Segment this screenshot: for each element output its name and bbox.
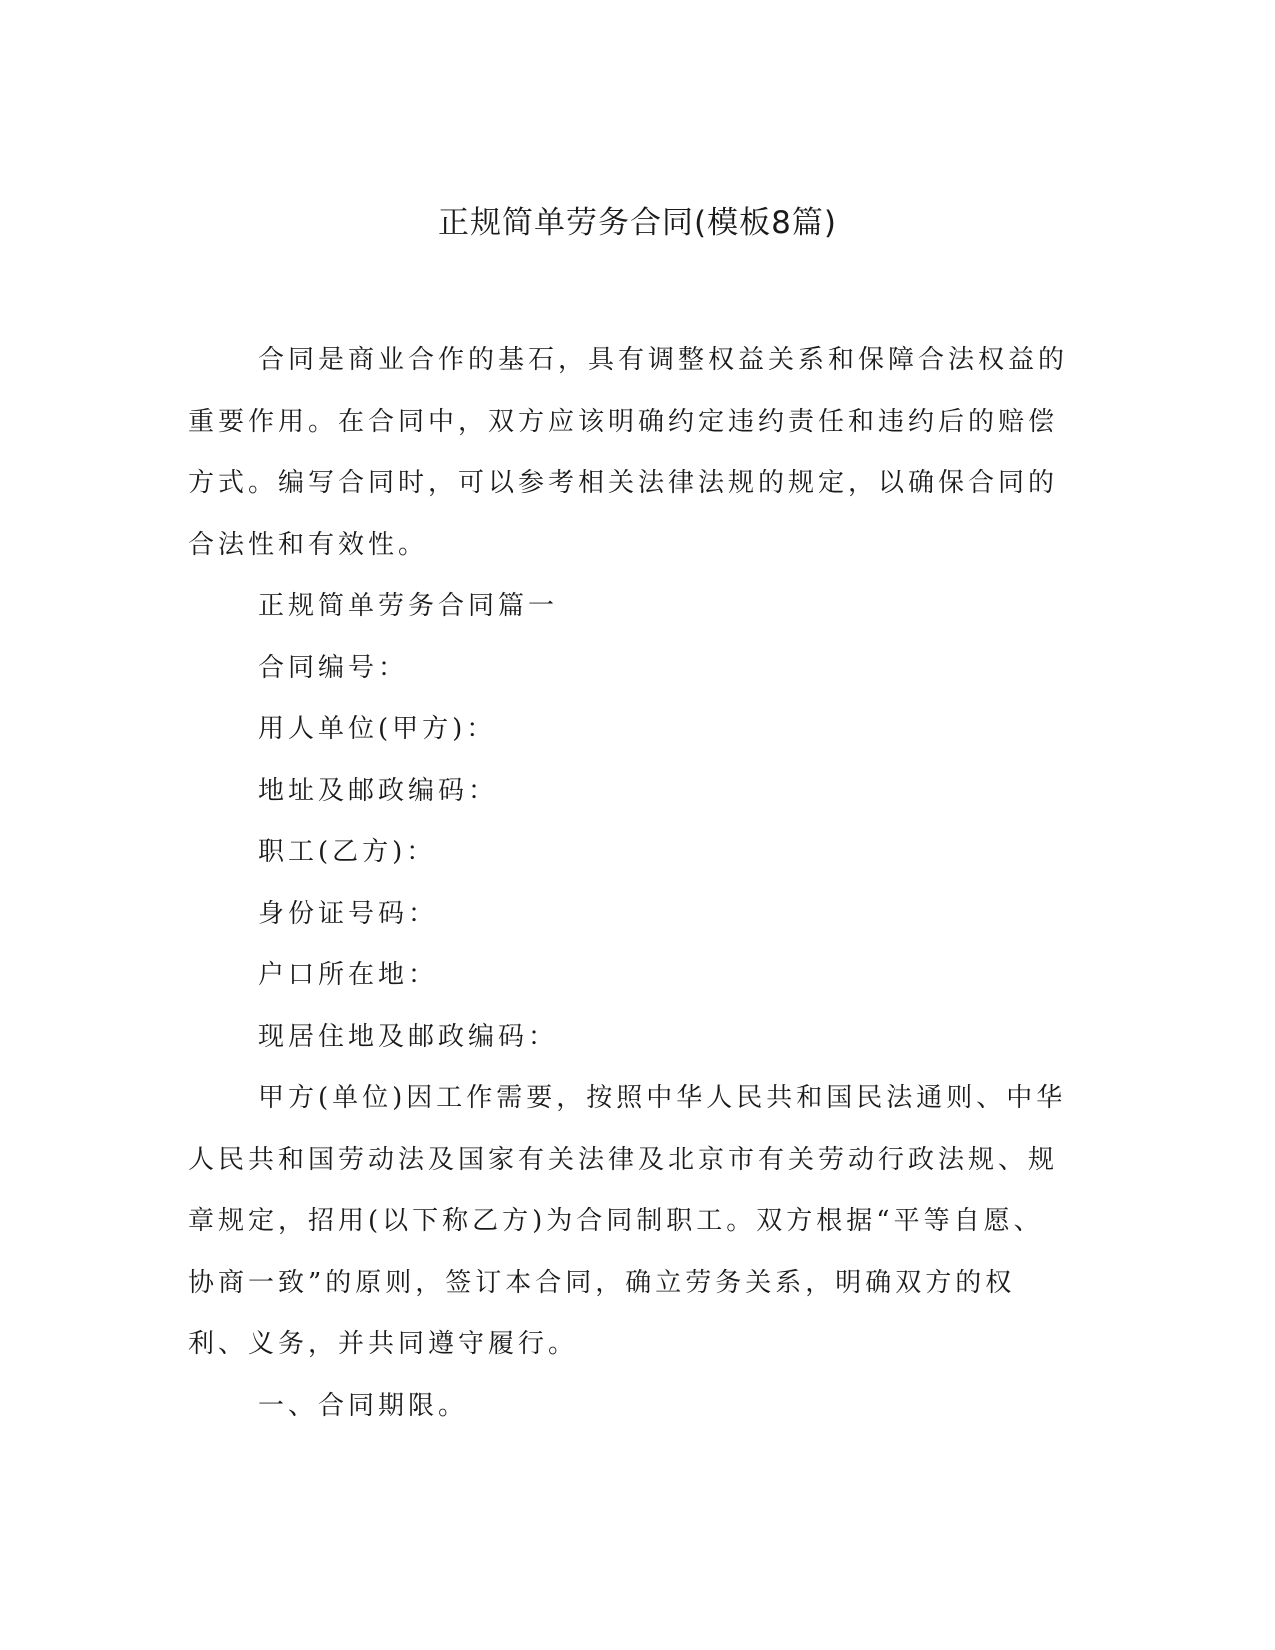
employer-field: 用人单位(甲方)： [258, 714, 497, 744]
household-field: 户口所在地： [258, 960, 439, 990]
section-heading: 正规简单劳务合同篇一 [258, 591, 559, 621]
contract-preamble-paragraph: 甲方(单位)因工作需要，按照中华人民共和国民法通则、中华人民共和国劳动法及国家有关法律及北京市有关劳动行政法规、规章规定，招用(以下称乙方)为合同制职工。双方根据“平等自愿、协商一致”的原则，签订本合同，确立劳务关系，明确双方的权利、义务，并共同遵守履行。 [188, 1083, 1067, 1359]
residence-field: 现居住地及邮政编码： [258, 1021, 559, 1052]
contract-number-field: 合同编号： [258, 652, 409, 683]
document-title: 正规简单劳务合同(模板8篇) [438, 205, 837, 241]
document-body [188, 330, 1068, 1437]
clause-heading: 一、合同期限。 [258, 1390, 469, 1421]
id-number-field: 身份证号码： [258, 898, 439, 929]
intro-paragraph: 合同是商业合作的基石，具有调整权益关系和保障合法权益的重要作用。在合同中，双方应该明确约定违约责任和违约后的赔偿方式。编写合同时，可以参考相关法律法规的规定，以确保合同的合法性和有效性。 [188, 345, 1069, 560]
address-field: 地址及邮政编码： [258, 775, 499, 806]
employee-field: 职工(乙方)： [258, 837, 437, 867]
